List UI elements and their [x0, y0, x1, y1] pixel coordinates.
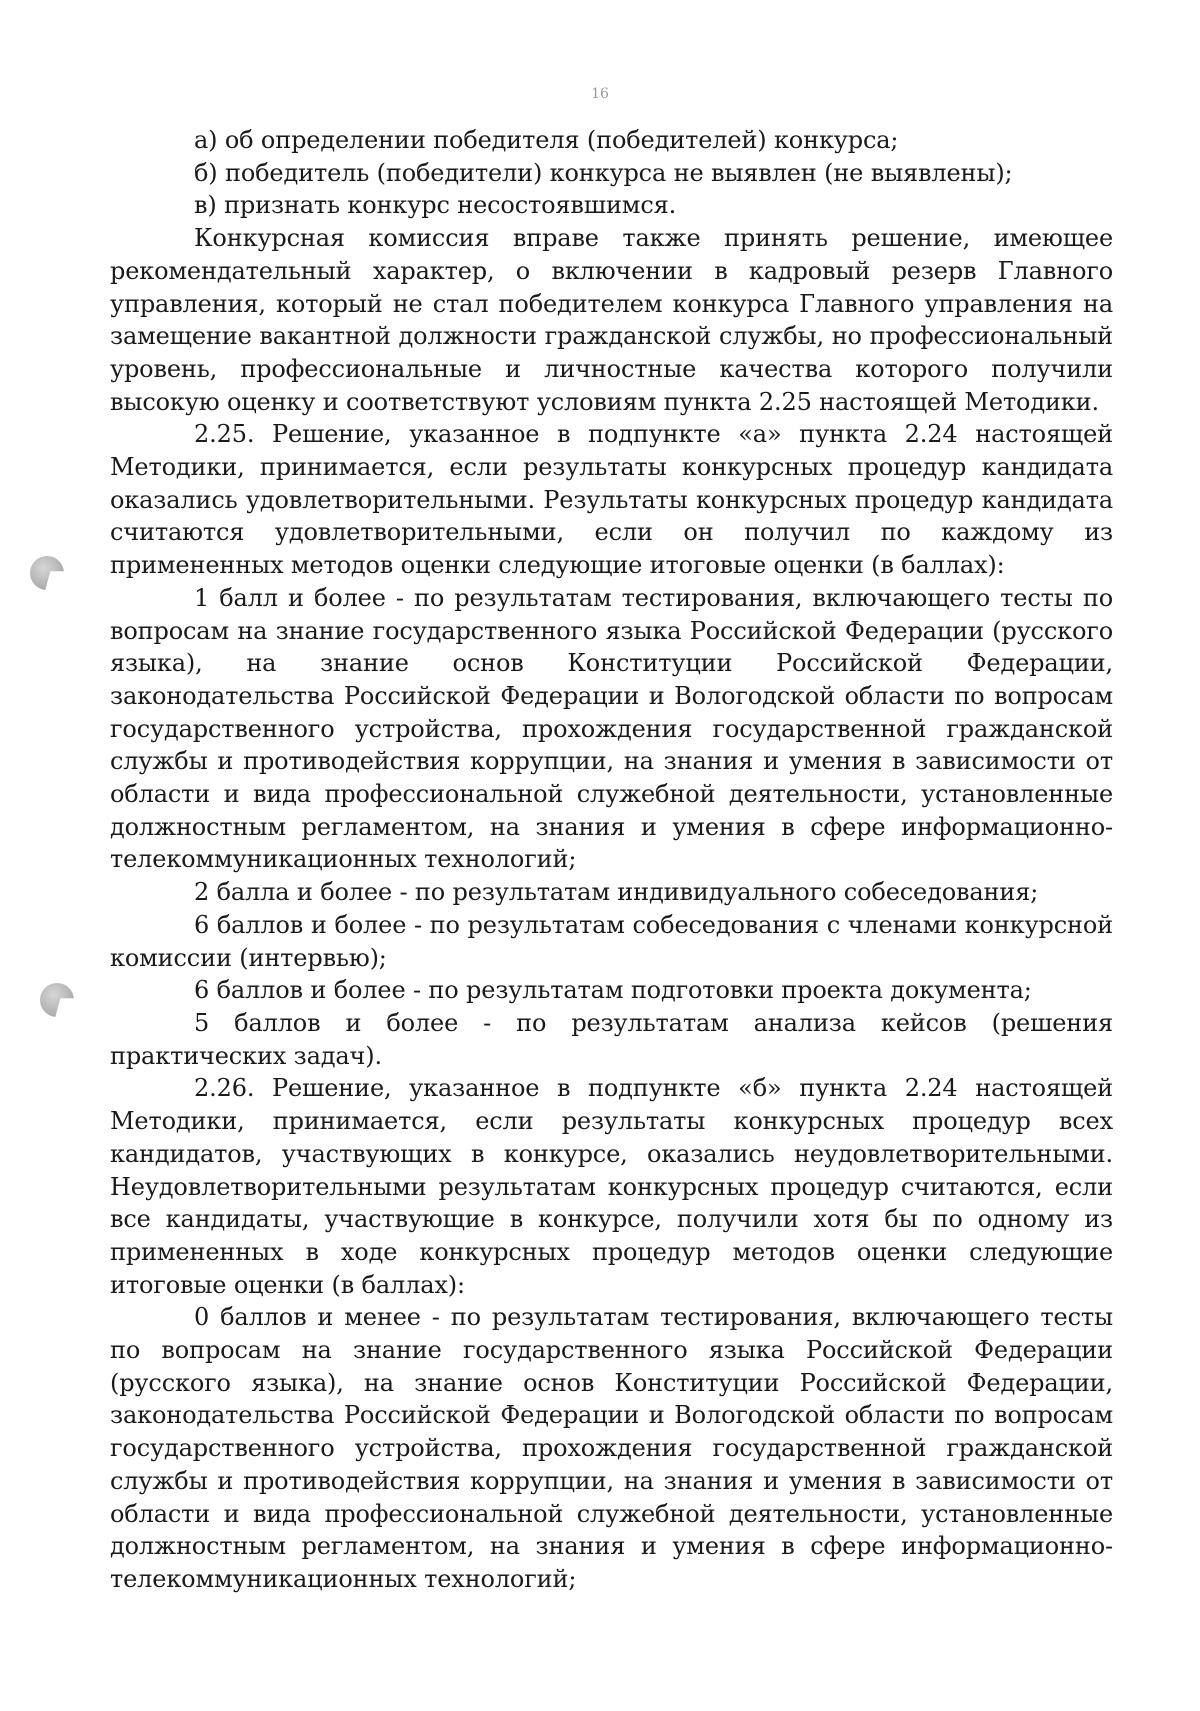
paragraph-item-c: в) признать конкурс несостоявшимся.: [194, 191, 677, 220]
paragraph-2-26: 2.26. Решение, указанное в подпункте «б» пункта 2.24 настоящей Методики, принимается, если результаты конкурсных процедур всех кандидатов, участвующих в конкурсе, оказались неудовлетворительными. Неудовлетворительными результатам конкурсных процедур считаются, если все кандидаты, участвующие в конкурсе, получили хотя бы по одному из примененных в ходе конкурсных процедур методов оценки следующие итоговые оценки (в баллах):: [110, 1074, 1113, 1299]
paragraph-testing-fail-threshold: 0 баллов и менее - по результатам тестирования, включающего тесты по вопросам на знание государственного языка Российской Федерации (русского языка), на знание основ Конституции Российской Федерации, законодательства Российской Федерации и Вологодской области по вопросам государственного устройства, прохождения государственной гражданской службы и противодействия коррупции, на знания и умения в зависимости от области и вида профессиональной служебной деятельности, установленные должностным регламентом, на знания и умения в сфере информационно-телекоммуникационных технологий;: [110, 1303, 1113, 1593]
punch-hole-top: [30, 556, 64, 590]
paragraph-case-analysis: 5 баллов и более - по результатам анализа кейсов (решения практических задач).: [110, 1008, 1113, 1070]
paragraph-item-b: б) победитель (победители) конкурса не выявлен (не выявлены);: [194, 158, 1013, 187]
paragraph-testing-threshold: 1 балл и более - по результатам тестирования, включающего тесты по вопросам на знание государственного языка Российской Федерации (русского языка), на знание основ Конституции Российской Федерации, законодательства Российской Федерации и Вологодской области по вопросам государственного устройства, прохождения государственной гражданской службы и противодействия коррупции, на знания и умения в зависимости от области и вида профессиональной служебной деятельности, установленные должностным регламентом, на знания и умения в сфере информационно-телекоммуникационных технологий;: [110, 583, 1113, 874]
paragraph-individual-interview: 2 балла и более - по результатам индивидуального собеседования;: [194, 878, 1039, 907]
document-body: [110, 124, 1113, 1596]
paragraph-document-draft: 6 баллов и более - по результатам подготовки проекта документа;: [194, 976, 1032, 1005]
paragraph-item-a: а) об определении победителя (победителей) конкурса;: [194, 126, 899, 154]
paragraph-commission-interview: 6 баллов и более - по результатам собеседования с членами конкурсной комиссии (интервью);: [110, 910, 1113, 972]
paragraph-2-25: 2.25. Решение, указанное в подпункте «а» пункта 2.24 настоящей Методики, принимается, если результаты конкурсных процедур кандидата оказались удовлетворительными. Результаты конкурсных процедур кандидата считаются удовлетворительными, если он получил по каждому из примененных методов оценки следующие итоговые оценки (в баллах):: [110, 420, 1113, 580]
paragraph-commission-reserve: Конкурсная комиссия вправе также принять решение, имеющее рекомендательный характер, о включении в кадровый резерв Главного управления, который не стал победителем конкурса Главного управления на замещение вакантной должности гражданской службы, но профессиональный уровень, профессиональные и личностные качества которого получили высокую оценку и соответствуют условиям пункта 2.25 настоящей Методики.: [110, 224, 1113, 416]
page-number: 16: [591, 86, 609, 102]
punch-hole-bottom: [40, 983, 74, 1017]
